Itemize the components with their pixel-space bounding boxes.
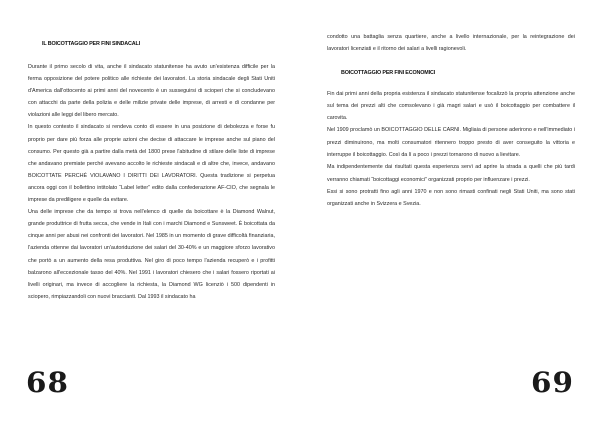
page-number-left: 68 xyxy=(25,366,69,399)
page-number-right: 69 xyxy=(530,366,574,399)
paragraph: condotto una battaglia senza quartiere, anche a livello internazionale, per la reintegrazione dei lavoratori licenziati e il ritorno dei salari a livelli ragionevoli. xyxy=(327,34,575,53)
right-text-column xyxy=(327,31,575,211)
section-heading-economic-boycott: BOICOTTAGGIO PER FINI ECONOMICI xyxy=(341,69,436,76)
paragraph: Durante il primo secolo di vita, anche il sindacato statunitense ha avuto un'esistenza difficile per la ferma opposizione del potere politico alle richieste dei lavoratori. La storia sindacale degli Stati Uniti d'America dall'ottocento ai primi anni del novecento è un susseguirsi di scioperi che si concludevano con attacchi da parte della polizia e delle milizie private delle imprese, di arresti e di condanne per violazioni alle leggi del libero mercato. xyxy=(28,64,275,119)
paragraph: Una delle imprese che da tempo si trova nell'elenco di quelle da boicottare è la Diamond Walnut, grande produttrice di frutta secca, che vende in Itali con i marchi Diamond e Sunsweet. È boicottata da cinque anni per abusi nei confronti dei lavoratori. Nel 1985 in un momento di grave difficoltà finanziaria, l'azienda ottenne dai lavoratori un'autoriduzione dei salari del 30-40% e un maggiore sforzo lavorativo che portò a un aumento della resa produttiva. Nel giro di poco tempo l'azienda recuperò e i profitti balzarono all'eccezionale tasso del 40%. Nel 1991 i lavoratori chiesero che i salari fossero riportati ai livelli originari, ma invece di accogliere la richiesta, la Diamond WG licenziò i 500 dipendenti in sciopero, rimpiazzandoli con nuovi braccianti. Dal 1993 il sindacato ha xyxy=(28,209,275,300)
paragraph: Essi si sono protratti fino agli anni 1970 e non sono rimasti confinati negli Stati Uniti, ma sono stati organizzati anche in Svizzera e Svezia. xyxy=(327,188,575,208)
paragraph: Nel 1909 proclamò un BOICOTTAGGIO DELLE CARNI. Migliaia di persone aderirono e nell'immediato i prezzi diminuirono, ma molti consumatori ritennero troppo presto di aver conseguito la vittoria e interruppe il boicottaggio. Così da lì a poco i prezzi tornarono di nuovo a lievitare. xyxy=(327,127,575,159)
paragraph: Fin dai primi anni della propria esistenza il sindacato statunitense focalizzò la propria attenzione anche sul tema dei prezzi alti che comsolevano i già magri salari e usò il boicottaggio per combattere il carovita. xyxy=(327,90,575,122)
paragraph: In questo contesto il sindacato si rendeva conto di essere in una posizione di debolezza e forse fu proprio per dare più forza alle proprie azioni che decise di attaccare le imprese anche sul piano del consumo. Per questo già a partire dalla metà del 1800 prese l'abitudine di stilare delle liste di imprese che andavano premiate perché avevano accolto le richieste sindacali e di altre che, invece, andavano BOICOTTATE PERCHÉ VIOLAVANO I DIRITTI DEI LAVORATORI. Questa tradizione si perpetua ancora oggi con il bollettino intitolato “Label letter” edito dalla confederazione AF-CIO, che segnala le imprese da prediligere e quelle da evitare. xyxy=(28,124,275,204)
section-heading-union-boycott: IL BOICOTTAGGIO PER FINI SINDACALI xyxy=(42,41,141,47)
paragraph: Ma indipendentemente dai risultati questa esperienza servì ad aprire la strada a quelli che più tardi verranno chiamati “boicottaggi economici” organizzati proprio per influenzare i prezzi. xyxy=(327,164,575,183)
right-page xyxy=(300,0,600,424)
left-text-column xyxy=(28,41,275,303)
